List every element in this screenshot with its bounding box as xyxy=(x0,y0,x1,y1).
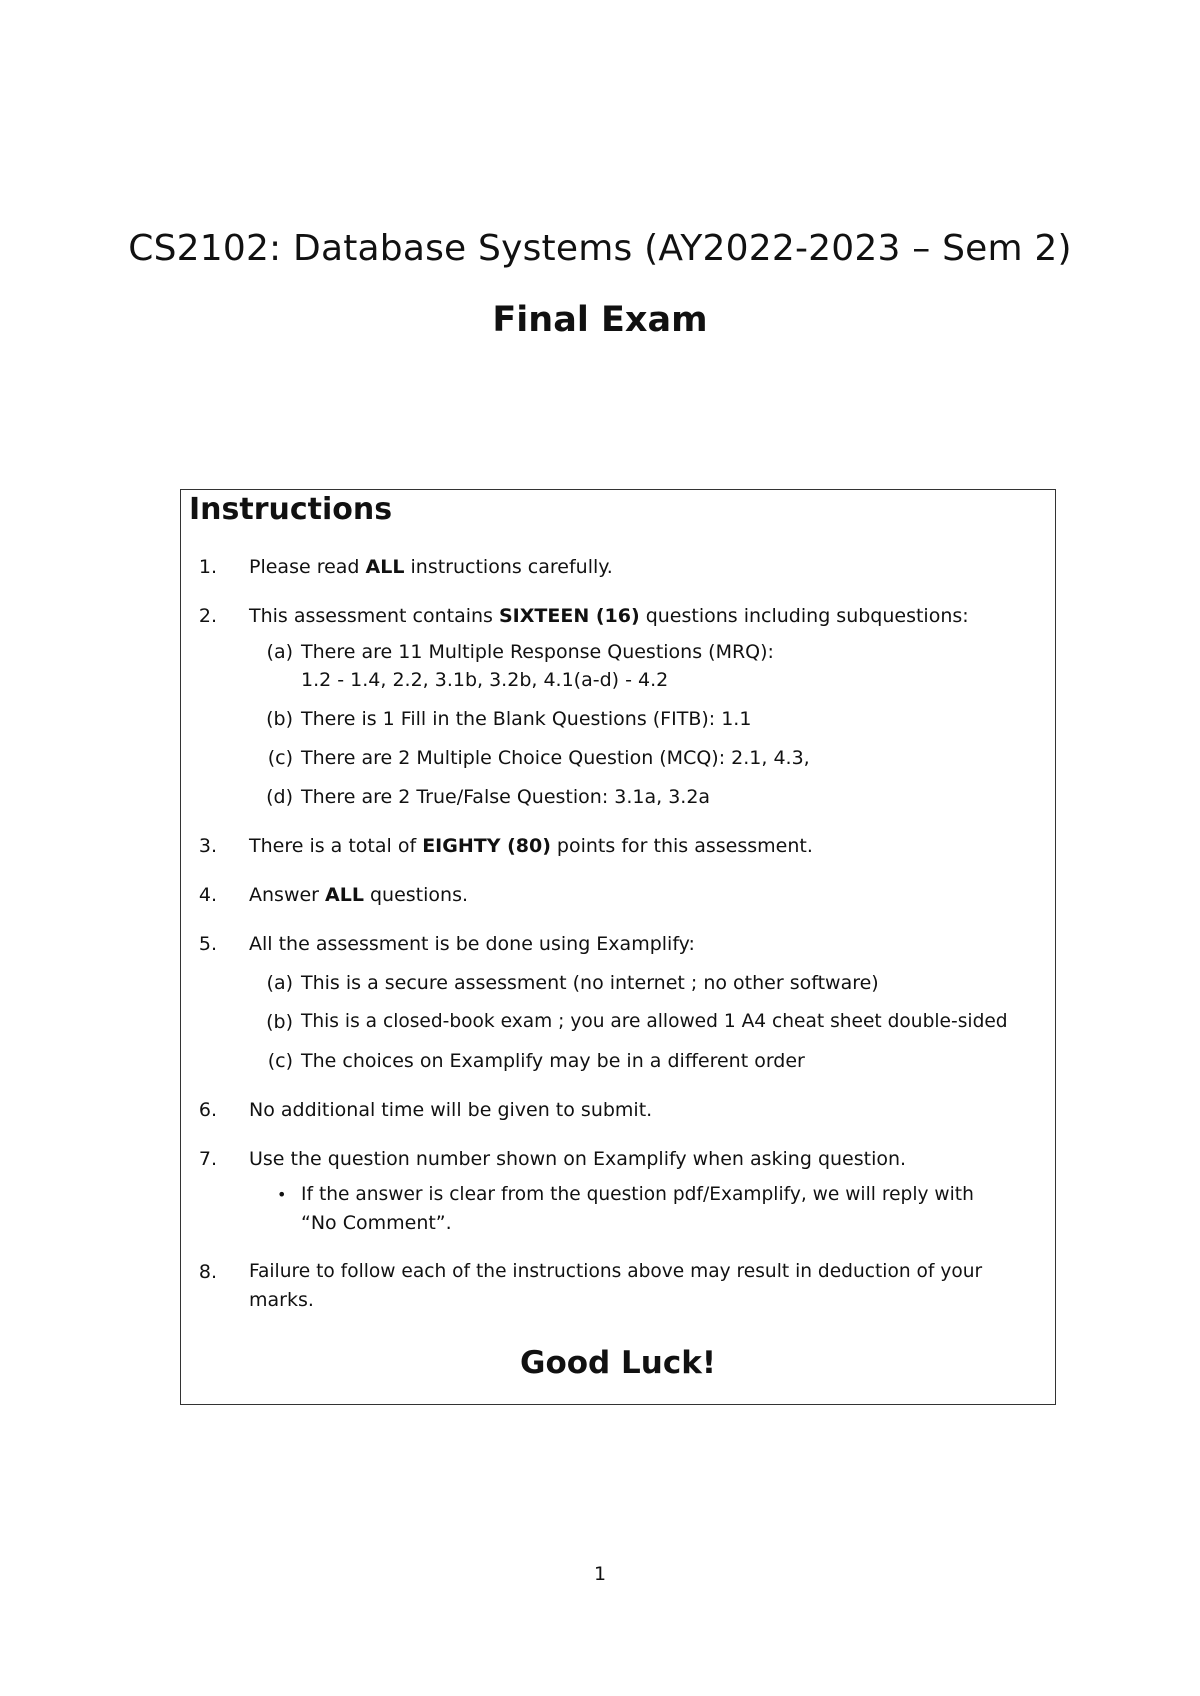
subitem-text: This is a closed-book exam ; you are allowed 1 A4 cheat sheet double-sided xyxy=(301,1011,1008,1032)
subitem-label: (c) xyxy=(267,747,293,769)
subitem-text: This is a secure assessment (no internet ; no other software) xyxy=(301,972,879,994)
instruction-text: marks. xyxy=(249,1289,314,1311)
instruction-number: 1. xyxy=(198,556,217,578)
instruction-text: There is a total of EIGHTY (80) points for this assessment. xyxy=(249,835,813,857)
subitem-label: (c) xyxy=(267,1050,293,1072)
page-number: 1 xyxy=(593,1563,607,1585)
bullet-text: “No Comment”. xyxy=(301,1212,452,1234)
instruction-number: 4. xyxy=(198,884,217,906)
subitem-text: There are 2 Multiple Choice Question (MCQ): 2.1, 4.3, xyxy=(301,747,810,769)
instruction-number: 2. xyxy=(198,605,217,627)
subitem-text: 1.2 - 1.4, 2.2, 3.1b, 3.2b, 4.1(a-d) - 4.2 xyxy=(301,669,669,691)
subitem-text: There are 2 True/False Question: 3.1a, 3.2a xyxy=(301,786,711,808)
instruction-text: All the assessment is be done using Examplify: xyxy=(249,933,695,955)
instruction-number: 5. xyxy=(198,933,217,955)
instruction-text: No additional time will be given to submit. xyxy=(249,1099,653,1121)
subitem-text: The choices on Examplify may be in a different order xyxy=(301,1050,805,1072)
instruction-number: 8. xyxy=(198,1261,217,1283)
instruction-text: Answer ALL questions. xyxy=(249,884,469,906)
good-luck-text: Good Luck! xyxy=(520,1345,716,1381)
bullet-icon: • xyxy=(277,1185,287,1204)
instructions-heading: Instructions xyxy=(189,492,393,527)
subitem-label: (a) xyxy=(266,972,293,994)
instruction-number: 7. xyxy=(198,1148,217,1170)
exam-title: Final Exam xyxy=(492,300,708,340)
bullet-text: If the answer is clear from the question pdf/Examplify, we will reply with xyxy=(301,1184,974,1205)
instruction-text: Use the question number shown on Examplify when asking question. xyxy=(249,1148,907,1170)
instruction-text: This assessment contains SIXTEEN (16) questions including subquestions: xyxy=(249,605,969,627)
course-title: CS2102: Database Systems (AY2022-2023 – Sem 2) xyxy=(128,228,1072,269)
subitem-text: There are 11 Multiple Response Questions (MRQ): xyxy=(301,641,774,663)
instruction-text: Please read ALL instructions carefully. xyxy=(249,556,613,578)
instruction-number: 3. xyxy=(198,835,217,857)
instruction-text: Failure to follow each of the instructions above may result in deduction of your xyxy=(249,1261,983,1282)
subitem-label: (d) xyxy=(266,786,293,808)
subitem-text: There is 1 Fill in the Blank Questions (FITB): 1.1 xyxy=(301,708,752,730)
subitem-label: (b) xyxy=(266,1011,293,1033)
instruction-number: 6. xyxy=(198,1099,217,1121)
subitem-label: (a) xyxy=(266,641,293,663)
instructions-box xyxy=(180,489,1056,1405)
subitem-label: (b) xyxy=(266,708,293,730)
